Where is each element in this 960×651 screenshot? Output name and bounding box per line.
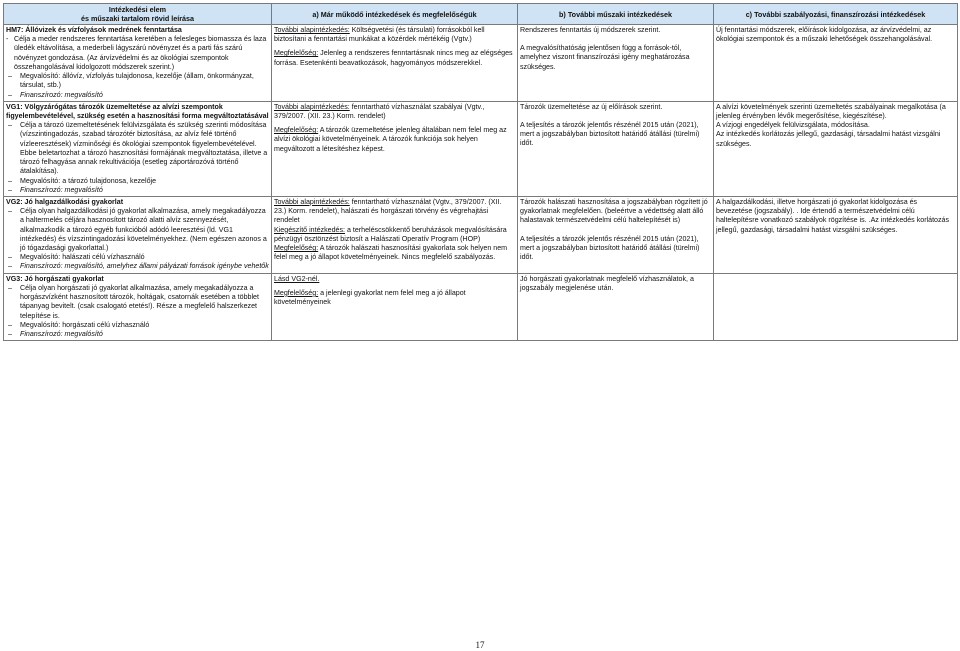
vg1-funder: – Finanszírozó: megvalósító [6, 186, 269, 195]
vg1-c-text-2: A vízjogi engedélyek felülvizsgálata, módosítása. [716, 121, 870, 130]
vg1-title: VG1: Völgyzárógátas tározók üzemeltetése az alvízi szempontok figyelembevételével, szükség esetén a hasznosítási forma megváltoztatásával [6, 102, 269, 120]
vg2-funder: – Finanszírozó: megvalósító, amelyhez állami pályázati források igénybe vehetők [6, 262, 269, 271]
vg2-c-text-1: A halgazdálkodási, illetve horgászati jó gyakorlat kidolgozása és bevezetése (jogszabály). . Ide értendő a természetvédelmi célú haltelepítésre vonatkozó szabályok rögzítése is. .Az intézkedés korlátozás jellegű, gazdasági, társadalmi hatást vizsgálni szükséges. [716, 197, 950, 234]
hm7-col-c [714, 25, 958, 102]
vg2-a-supplementary-label: Kiegészítő intézkedés: [274, 225, 345, 234]
hm7-a-conformity-label: Megfelelőség: [274, 49, 319, 58]
page-number: 17 [475, 640, 485, 650]
vg3-col-c [714, 273, 958, 341]
vg2-goal: – Célja olyan halgazdálkodási jó gyakorlat alkalmazása, amely megakadályozza a haltermelés céljára hasznosított tározó alatti alvíz szennyezését, alkalmazkodik a tározó egyéb funkcióból adódó leeresztési (ld. VG1 intézkedés) és vízszintingadozási követelményekhez. (Nem egészen azonos a jó tógazdasági gyakorlattal.) [6, 207, 269, 253]
vg1-implementer: – Megvalósító: a tározó tulajdonosa, kezelője [6, 177, 269, 186]
vg2-b-text-1: Tározók halászati hasznosítása a jogszabályban rögzített jó gyakorlatnak megfelelően. (beleértve a védettség alatt álló halastavak természetvédelmi célú haltelepítését is) [520, 197, 708, 225]
vg3-a-see-vg2: Lásd VG2-nél. [274, 274, 320, 283]
vg3-description [4, 273, 272, 341]
measures-table [3, 3, 958, 341]
vg2-b-text-2: A teljesítés a tározók jelentős részénél 2015 után (2021), mert a jogszabályban biztosított határidő átállási (türelmi) időt. [520, 234, 700, 262]
header-a: a) Már működő intézkedések és megfelelőségük [272, 4, 518, 25]
vg3-title: VG3: Jó horgászati gyakorlat [6, 274, 104, 283]
vg2-a-conformity-label: Megfelelőség: [274, 244, 319, 253]
hm7-c-text-1: Új fenntartási módszerek, előírások kidolgozása, az árvízvédelmi, az ökológiai szempontok és a műszaki lehetőségek összehangolásával. [716, 26, 933, 44]
hm7-b-text-1: Rendszeres fenntartás új módszerek szerint. [520, 26, 661, 34]
vg3-a-conformity-text: a jelenlegi gyakorlat nem felel meg a jó állapot követelményeinek [274, 288, 466, 307]
row-vg1 [4, 101, 958, 196]
row-hm7 [4, 25, 958, 102]
row-vg3 [4, 273, 958, 341]
vg2-col-c [714, 196, 958, 273]
vg3-col-a [272, 273, 518, 341]
vg1-description [4, 101, 272, 196]
hm7-col-a [272, 25, 518, 102]
hm7-a-conformity-text: Jelenleg a rendszeres fenntartásnak nincs meg az elégséges forrása. Esetenkénti beavatkozások, hagyományos módszerekkel. [274, 49, 513, 67]
vg1-c-text-1: A alvízi követelmények szerinti üzemeltetés szabályainak megalkotása (a jelenleg érvényben lévők megerősítése, kiegészítése). [716, 102, 946, 120]
hm7-funder: – Finanszírozó: megvalósító [6, 91, 269, 100]
vg1-a-text: fenntartható vízhasználat szabályai (Vgtv., 379/2007. (XII. 23.) Korm. rendelet) [274, 102, 485, 120]
vg1-a-label: További alapintézkedés: [274, 102, 350, 111]
vg2-a-text: fenntartható vízhasználat (Vgtv., 379/2007. (XII. 23.) Korm. rendelet), halászati és horgászati törvény és végrehajtási rendelet [274, 197, 502, 225]
vg2-col-a [272, 196, 518, 273]
header-left: Intézkedési elem és műszaki tartalom rövid leírása [4, 4, 272, 25]
header-b: b) További műszaki intézkedések [518, 4, 714, 25]
vg2-a-conformity-text: A tározók halászati hasznosítási gyakorlata sok helyen nem felel meg a jó állapot követelményeinek. Nincs megfelelő szabályozás. [274, 244, 508, 262]
vg3-implementer: – Megvalósító: horgászati célú vízhasználó [6, 321, 269, 330]
vg1-a-conformity-label: Megfelelőség: [274, 126, 319, 135]
vg3-goal: – Célja olyan horgászati jó gyakorlat alkalmazása, amely megakadályozza a horgászvízként hasznosított tározók, holtágak, csatornák esetében a többlet tápanyag bevitelt. (csak csalogató etetés!). Része a megfelelő halszerkezet telepítése is. [6, 284, 269, 321]
hm7-title: HM7: Állóvizek és vízfolyások medrének fenntartása [6, 26, 182, 34]
vg2-a-supplementary-text: a terheléscsökkentő beruházások megvalósítására pénzügyi ösztönzést biztosít a Halászati Operatív Program (HOP) [274, 225, 507, 243]
header-c: c) További szabályozási, finanszírozási intézkedések [714, 4, 958, 25]
vg1-a-conformity-text: A tározók üzemeltetése jelenleg általában nem felel meg az alvízi ökológiai követelményeinek. A tározók funkciója sok helyen megváltozott a létesítéshez képest. [274, 126, 507, 153]
vg3-b-text-1: Jó horgászati gyakorlatnak megfelelő vízhasználatok, a jogszabály megjelenése után. [520, 274, 694, 292]
vg1-c-text-3: Az intézkedés korlátozás jellegű, gazdasági, társadalmi hatást vizsgálni szükséges. [716, 130, 941, 148]
header-row [4, 4, 958, 25]
vg1-col-b [518, 101, 714, 196]
vg1-goal: – Célja a tározó üzemeltetésének felülvizsgálata és szükség szerinti módosítása (vízszintingadozás, szabad tározótér biztosítása, az alvíz felé történő vízleeresztések) vízminőségi és ökológiai szempontok figyelembevételével. Ebbe beletartozhat a tározó hasznosítási formájának megváltoztatása, illetve a tározó felhagyása annak rekultivációja (esetleg záportározóvá történő átalakítása). [6, 121, 269, 176]
hm7-b-text-2: A megvalósíthatóság jelentősen függ a források-tól, amelyhez viszont finanszírozási igény meghatározása szükséges. [520, 44, 690, 71]
vg1-col-a [272, 101, 518, 196]
vg2-title: VG2: Jó halgazdálkodási gyakorlat [6, 197, 124, 206]
hm7-a-label: További alapintézkedés: [274, 26, 350, 34]
vg1-col-c [714, 101, 958, 196]
hm7-implementer: – Megvalósító: állóvíz, vízfolyás tulajdonosa, kezelője (állam, önkormányzat, társulat, stb.) [6, 72, 269, 90]
row-vg2 [4, 196, 958, 273]
hm7-col-b [518, 25, 714, 102]
vg2-implementer: – Megvalósító: halászati célú vízhasználó [6, 253, 269, 262]
vg2-col-b [518, 196, 714, 273]
vg3-col-b [518, 273, 714, 341]
vg1-b-text-2: A teljesítés a tározók jelentős részénél 2015 után (2021), mert a jogszabályban biztosított határidő átállási (türelmi) időt. [520, 120, 700, 148]
hm7-goal: - Célja a meder rendszeres fenntartása keretében a felesleges biomassza és laza üledék eltávolítása, a mederbeli lágyszárú növényzet és a parti fás szárú növényzet gondozása. (Az árvízvédelmi és az ökológiai szempontok összehangolásával kidolgozott módszerek szerint.) [6, 35, 269, 72]
vg2-a-label: További alapintézkedés: [274, 197, 350, 206]
hm7-description [4, 25, 272, 102]
hm7-a-text: Költségvetési (és társulati) forrásokból kell biztosítani a fenntartási munkákat a közérdek mértékéig (Vgtv.) [274, 26, 485, 44]
vg2-description [4, 196, 272, 273]
vg3-a-conformity-label: Megfelelőség: [274, 288, 319, 297]
vg1-b-text-1: Tározók üzemeltetése az új előírások szerint. [520, 102, 663, 111]
vg3-funder: – Finanszírozó: megvalósító [6, 330, 269, 339]
